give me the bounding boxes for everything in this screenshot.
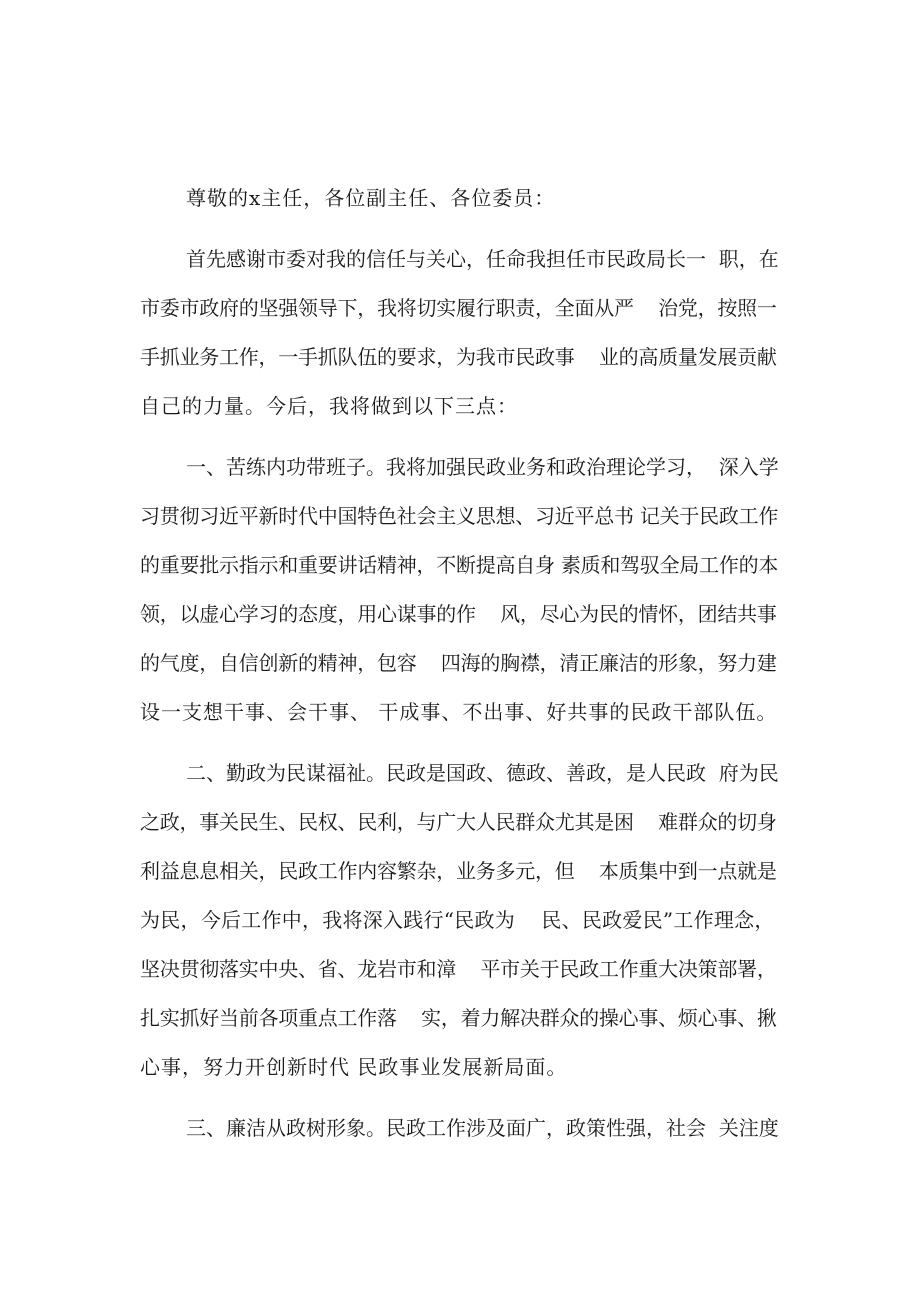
paragraph-3-line-3: 利益息息相关，民政工作内容繁杂，业务多元，但 本质集中到一点就是	[140, 859, 777, 883]
paragraph-1-line-3: 手抓业务工作，一手抓队伍的要求，为我市民政事 业的高质量发展贡献	[140, 345, 777, 369]
paragraph-2-line-3: 的重要批示指示和重要讲话精神，不断提高自身 素质和驾驭全局工作的本	[140, 553, 779, 577]
paragraph-2-line-2: 习贯彻习近平新时代中国特色社会主义思想、习近平总书 记关于民政工作	[140, 504, 779, 528]
paragraph-2-line-4: 领，以虚心学习的态度，用心谋事的作 风，尽心为民的情怀，团结共事	[140, 602, 777, 626]
paragraph-1-line-1: 首先感谢市委对我的信任与关心，任命我担任市民政局长一 职，在	[186, 247, 779, 271]
salutation: 尊敬的x主任，各位副主任、各位委员：	[186, 186, 556, 210]
paragraph-2-line-6: 设一支想干事、会干事、 干成事、不出事、好共事的民政干部队伍。	[140, 700, 778, 724]
paragraph-3-line-4: 为民，今后工作中，我将深入践行“民政为 民、民政爱民”工作理念，	[140, 908, 775, 932]
paragraph-1-line-4: 自己的力量。今后，我将做到以下三点：	[140, 394, 518, 418]
paragraph-2-line-5: 的气度，自信创新的精神，包容 四海的胸襟，清正廉洁的形象，努力建	[140, 651, 777, 675]
paragraph-3-line-6: 扎实抓好当前各项重点工作落 实，着力解决群众的操心事、烦心事、揪	[140, 1006, 777, 1030]
paragraph-3-line-7: 心事，努力开创新时代 民政事业发展新局面。	[140, 1055, 568, 1079]
paragraph-3-line-2: 之政，事关民生、民权、民利，与广大人民群众尤其是困 难群众的切身	[140, 810, 777, 834]
paragraph-3-line-1: 二、勤政为民谋福祉。民政是国政、德政、善政，是人民政 府为民	[186, 761, 779, 785]
paragraph-1-line-2: 市委市政府的坚强领导下，我将切实履行职责，全面从严 治党，按照一	[140, 296, 777, 320]
paragraph-3-line-5: 坚决贯彻落实中央、省、龙岩市和漳 平市关于民政工作重大决策部署，	[140, 957, 777, 981]
paragraph-2-line-1: 一、苦练内功带班子。我将加强民政业务和政治理论学习， 深入学	[186, 455, 779, 479]
paragraph-4-line-1: 三、廉洁从政树形象。民政工作涉及面广，政策性强，社会 关注度	[186, 1116, 779, 1140]
